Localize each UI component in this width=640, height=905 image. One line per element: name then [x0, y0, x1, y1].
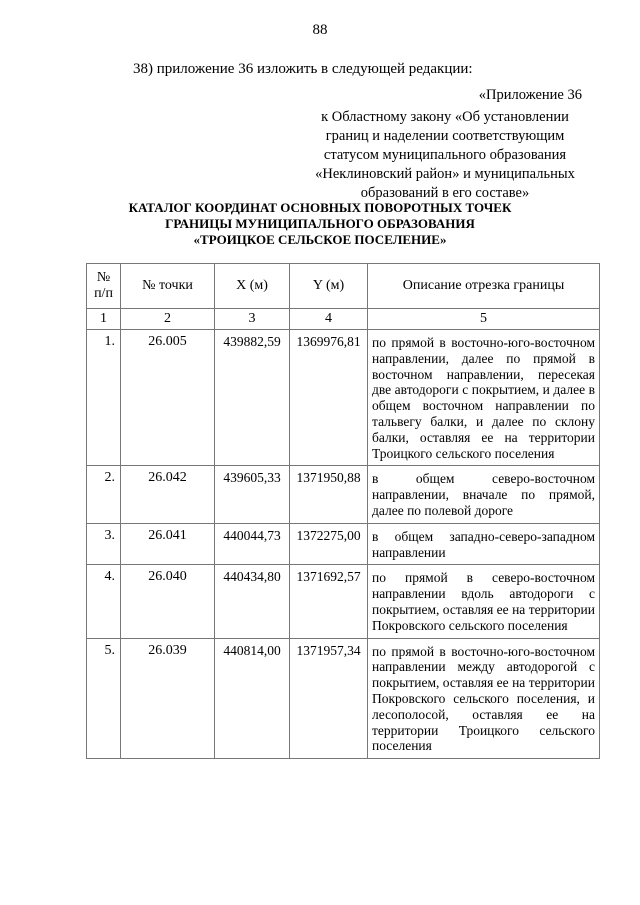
row-point: 26.005	[121, 330, 215, 466]
appendix-title: «Приложение 36	[478, 87, 582, 103]
row-point: 26.042	[121, 466, 215, 523]
row-y: 1369976,81	[290, 330, 368, 466]
coordinates-table	[86, 263, 600, 759]
row-desc: в общем западно-северо-западном направлении	[368, 523, 600, 565]
header-num-line: п/п	[94, 286, 113, 301]
row-desc: по прямой в восточно-юго-восточном направлении, далее по прямой в восточном направлении, пересекая две автодороги с покрытием, и далее в общем восточном направлении по тальвегу балки, и далее по склону балки, оставляя ее на территории Троицкого сельского поселения	[368, 330, 600, 466]
table-row	[87, 523, 600, 565]
row-x: 440044,73	[215, 523, 290, 565]
row-point: 26.039	[121, 638, 215, 759]
header-desc: Описание отрезка границы	[368, 264, 600, 309]
appendix-line: «Неклиновский район» и муниципальных	[315, 166, 575, 182]
column-index: 5	[368, 309, 600, 330]
appendix-line: образований в его составе»	[360, 185, 530, 201]
row-desc: по прямой в северо-восточном направлении вдоль автодороги с покрытием, оставляя ее на территории Покровского сельского поселения	[368, 565, 600, 638]
table-row	[87, 638, 600, 759]
page-number: 88	[312, 22, 328, 38]
row-num: 2.	[87, 466, 121, 523]
table-header-row	[87, 264, 600, 309]
column-index: 4	[290, 309, 368, 330]
column-index-row	[87, 309, 600, 330]
row-x: 440434,80	[215, 565, 290, 638]
row-y: 1371950,88	[290, 466, 368, 523]
row-num: 4.	[87, 565, 121, 638]
intro-text: 38) приложение 36 изложить в следующей редакции:	[133, 61, 473, 77]
row-desc: в общем северо-восточном направлении, вначале по прямой, далее по полевой дороге	[368, 466, 600, 523]
row-x: 439882,59	[215, 330, 290, 466]
table-row	[87, 466, 600, 523]
catalog-title-line: ГРАНИЦЫ МУНИЦИПАЛЬНОГО ОБРАЗОВАНИЯ	[165, 216, 475, 231]
header-num-line: №	[96, 270, 111, 285]
catalog-title-line: КАТАЛОГ КООРДИНАТ ОСНОВНЫХ ПОВОРОТНЫХ ТОЧЕК	[128, 200, 512, 215]
table-row	[87, 330, 600, 466]
row-x: 440814,00	[215, 638, 290, 759]
column-index: 1	[87, 309, 121, 330]
row-num: 3.	[87, 523, 121, 565]
row-point: 26.041	[121, 523, 215, 565]
header-y: Y (м)	[290, 264, 368, 309]
row-desc: по прямой в восточно-юго-восточном направлении между автодорогой с покрытием, оставляя ее на территории Покровского сельского поселения, и лесополосой, оставляя ее на территории Троицкого сельского поселения	[368, 638, 600, 759]
appendix-line: границ и наделении соответствующим	[325, 128, 565, 144]
row-y: 1371692,57	[290, 565, 368, 638]
row-y: 1372275,00	[290, 523, 368, 565]
catalog-title	[0, 200, 640, 248]
appendix-header	[300, 86, 590, 203]
row-num: 1.	[87, 330, 121, 466]
row-point: 26.040	[121, 565, 215, 638]
row-x: 439605,33	[215, 466, 290, 523]
table-row	[87, 565, 600, 638]
catalog-title-line: «ТРОИЦКОЕ СЕЛЬСКОЕ ПОСЕЛЕНИЕ»	[193, 232, 447, 247]
header-point: № точки	[121, 264, 215, 309]
header-x: X (м)	[215, 264, 290, 309]
appendix-line: к Областному закону «Об установлении	[321, 109, 569, 125]
header-num	[87, 264, 121, 309]
column-index: 3	[215, 309, 290, 330]
appendix-line: статусом муниципального образования	[323, 147, 567, 163]
column-index: 2	[121, 309, 215, 330]
row-y: 1371957,34	[290, 638, 368, 759]
row-num: 5.	[87, 638, 121, 759]
